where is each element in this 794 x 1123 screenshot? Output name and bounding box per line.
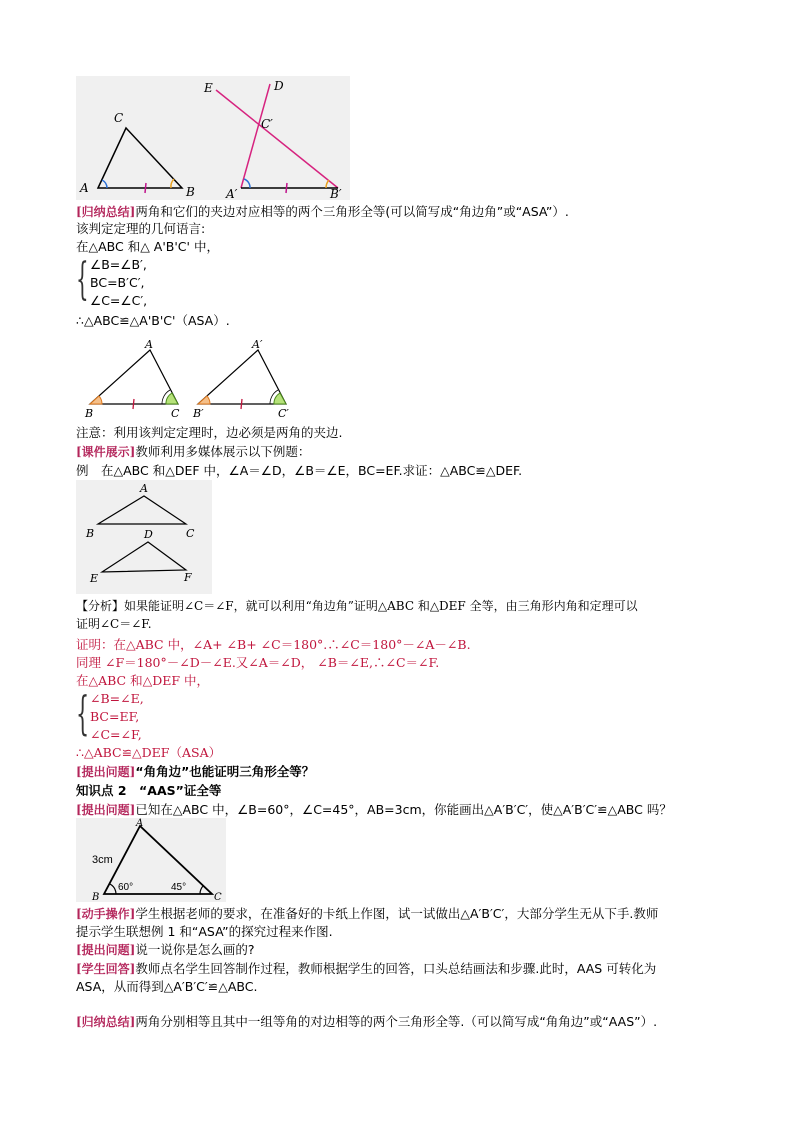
label-a-prime: A′ [226, 187, 238, 200]
asa-cond-3: ∠C=∠C′, [90, 293, 148, 308]
label-3cm: 3cm [92, 854, 113, 866]
hands-on-line-2: 提示学生联想例 1 和“ASA”的探究过程来作图. [76, 924, 333, 939]
angle-b-prime-fill [198, 396, 210, 404]
label-e: E [204, 81, 213, 95]
label-e3: E [90, 572, 99, 585]
hands-on-line-1: [动手操作]学生根据老师的要求，在准备好的卡纸上作图，试一试做出△A′B′C′，大部分学生无从下手.教师 [76, 906, 659, 921]
label-a2: A [145, 338, 153, 351]
proof-line-1: 证明：在△ABC 中，∠A+ ∠B+ ∠C＝180°.∴∠C＝180°－∠A－∠B. [76, 637, 471, 652]
label-b2: B [85, 407, 94, 420]
angle-c-fill [166, 393, 178, 404]
tick-bc-prime [241, 399, 242, 409]
label-c: C [114, 111, 124, 125]
proof-cond-2: BC=EF, [90, 709, 140, 724]
geometry-language-heading: 该判定定理的几何语言: [76, 221, 206, 236]
tick-ab [145, 183, 146, 193]
example-problem: 例 在△ABC 和△DEF 中，∠A＝∠D，∠B＝∠E，BC=EF.求证：△ABC≌△DEF. [76, 463, 523, 478]
figure-two-triangles [76, 338, 306, 420]
asa-cond-2: BC=B′C′, [90, 275, 145, 290]
courseware-display: [课件展示]教师利用多媒体展示以下例题： [76, 444, 311, 459]
label-a2-prime: A′ [252, 338, 263, 351]
triangle-abc-prime-2 [198, 350, 286, 404]
student-answer-line-2: ASA，从而得到△A′B′C′≌△ABC. [76, 979, 258, 994]
label-a3: A [140, 482, 148, 495]
brace-proof: { [76, 686, 90, 740]
label-c-prime: C′ [261, 117, 273, 131]
analysis-line-1: 【分析】如果能证明∠C＝∠F，就可以利用“角边角”证明△ABC 和△DEF 全等，由三角形内角和定理可以 [76, 599, 638, 613]
knowledge-point-2: 知识点 2 “AAS”证全等 [76, 783, 222, 798]
proof-cond-3: ∠C=∠F, [90, 727, 142, 742]
proof-cond-1: ∠B=∠E, [90, 691, 144, 706]
figure-asa-construction [76, 76, 350, 200]
summary-aas: [归纳总结]两角分别相等且其中一组等角的对边相等的两个三角形全等.（可以简写成“角角边”或“AAS”）. [76, 1014, 658, 1029]
brace-asa: { [76, 254, 89, 305]
tick-bc [133, 399, 134, 409]
note: 注意：利用该判定定理时，边必须是两角的夹边. [76, 425, 343, 440]
question-how-drawn: [提出问题]说一说你是怎么画的? [76, 942, 255, 957]
student-answer-line-1: [学生回答]教师点名学生回答制作过程，教师根据学生的回答，口头总结画法和步骤.此时，AAS 可转化为 [76, 961, 657, 976]
tick-ab-prime [286, 183, 287, 193]
analysis-line-2: 证明∠C＝∠F. [76, 617, 152, 631]
label-d: D [274, 79, 284, 93]
asa-intro: 在△ABC 和△ A'B'C' 中， [76, 239, 219, 254]
label-f3: F [184, 571, 192, 584]
label-a4: A [136, 818, 144, 829]
triangle-abc-2 [90, 350, 178, 404]
label-b: B [186, 185, 195, 199]
label-45: 45° [171, 882, 187, 893]
label-b-prime: B′ [330, 187, 342, 200]
figure-example-triangles [76, 480, 212, 594]
label-c2: C [171, 407, 180, 420]
label-c4: C [214, 892, 222, 902]
question-aas: [提出问题]“角角边”也能证明三角形全等？ [76, 764, 315, 779]
label-b3: B [86, 527, 95, 540]
asa-cond-1: ∠B=∠B′, [90, 257, 147, 272]
label-d3: D [144, 528, 153, 541]
label-c2-prime: C′ [278, 407, 289, 420]
label-c3: C [186, 527, 195, 540]
label-a: A [80, 181, 89, 195]
proof-line-2: 同理 ∠F＝180°－∠D－∠E.又∠A＝∠D， ∠B＝∠E,∴∠C＝∠F. [76, 655, 440, 670]
proof-conclusion: ∴△ABC≌△DEF（ASA） [76, 745, 222, 760]
angle-b-fill [90, 396, 102, 404]
angle-c-prime-fill [274, 393, 286, 404]
label-b4: B [92, 892, 100, 902]
label-60: 60° [118, 882, 134, 893]
asa-conclusion: ∴△ABC≌△A'B'C'（ASA）. [76, 313, 230, 328]
question-draw: [提出问题]已知在△ABC 中，∠B=60°，∠C=45°，AB=3cm，你能画出△A′B′C′，使△A′B′C′≌△ABC 吗？ [76, 802, 672, 817]
proof-line-3: 在△ABC 和△DEF 中， [76, 673, 210, 688]
figure-aas-triangle [76, 818, 226, 902]
summary-asa: [归纳总结]两角和它们的夹边对应相等的两个三角形全等(可以简写成“角边角”或“ASA”）. [76, 204, 569, 219]
label-b2-prime: B′ [193, 407, 204, 420]
